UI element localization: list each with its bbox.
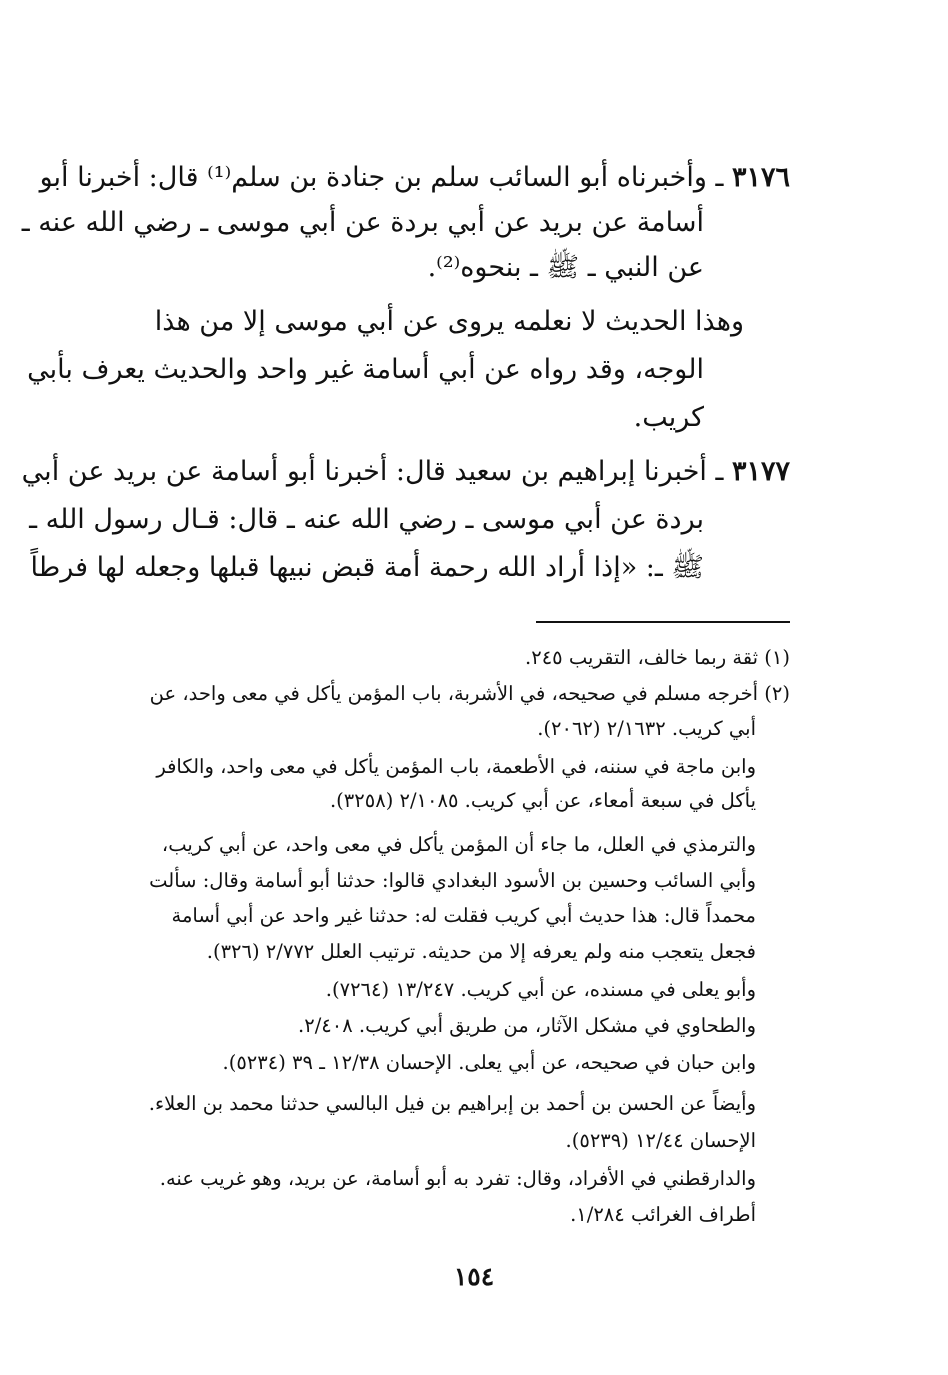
footnote-2-line: يأكل في سبعة أمعاء، عن أبي كريب. ٢/١٠٨٥ (٣٢٥٨). bbox=[329, 789, 756, 812]
footnote-2-line: أبي كريب. ٢/١٦٣٢ (٢٠٦٢). bbox=[537, 717, 756, 740]
footnote-2-line: (٢) أخرجه مسلم في صحيحه، في الأشربة، باب المؤمن يأكل في معى واحد، عن bbox=[149, 682, 790, 705]
footnote-2-line: والطحاوي في مشكل الآثار، من طريق أبي كريب. ٢/٤٠٨. bbox=[298, 1014, 756, 1037]
footnote-separator bbox=[536, 621, 790, 623]
footnote-2-line: وابن ماجة في سننه، في الأطعمة، باب المؤمن يأكل في معى واحد، والكافر bbox=[156, 755, 756, 778]
footnote-2-line: وأبو يعلى في مسنده، عن أبي كريب. ١٣/٢٤٧ (٧٢٦٤). bbox=[325, 978, 756, 1001]
footnote-2-line: وابن حبان في صحيحه، عن أبي يعلى. الإحسان ١٢/٣٨ ـ ٣٩ (٥٢٣٤). bbox=[222, 1051, 756, 1074]
footnote-2-line: والدارقطني في الأفراد، وقال: تفرد به أبو أسامة، عن بريد، وهو غريب عنه. bbox=[159, 1167, 756, 1190]
hadith-number-3176: ٣١٧٦ bbox=[731, 162, 790, 193]
footnote-2-line: والترمذي في العلل، ما جاء أن المؤمن يأكل في معى واحد، عن أبي كريب، bbox=[161, 833, 756, 856]
hadith-number-3177: ٣١٧٧ bbox=[731, 456, 790, 487]
footnote-1: (١) ثقة ربما خالف، التقريب ٢٤٥. bbox=[525, 646, 790, 669]
footnote-2-line: أطراف الغرائب ١/٢٨٤. bbox=[570, 1203, 756, 1226]
hadith-3176-line-1: ٣١٧٦ ـ وأخبرناه أبو السائب سلم بن جنادة بن سلم⁽¹⁾ قال: أخبرنا أبو bbox=[39, 162, 790, 193]
hadith-3176-line-2: أسامة عن بريد عن أبي بردة عن أبي موسى ـ رضي الله عنه ـ bbox=[21, 207, 704, 238]
commentary-line-2: الوجه، وقد رواه عن أبي أسامة غير واحد والحديث يعرف بأبي bbox=[27, 354, 704, 385]
footnote-2-line: وأيضاً عن الحسن بن أحمد بن إبراهيم بن فيل البالسي حدثنا محمد بن العلاء. bbox=[148, 1092, 756, 1115]
footnote-2-line: الإحسان ١٢/٤٤ (٥٢٣٩). bbox=[565, 1129, 756, 1152]
hadith-3177-line-2: بردة عن أبي موسى ـ رضي الله عنه ـ قال: قـال رسول الله ـ bbox=[29, 504, 704, 535]
footnote-2-line: محمداً قال: هذا حديث أبي كريب فقلت له: حدثنا غير واحد عن أبي أسامة bbox=[171, 904, 756, 927]
hadith-3176-line-3: عن النبي ـ ﷺ ـ بنحوه⁽²⁾. bbox=[427, 252, 704, 283]
commentary-line-3: كريب. bbox=[633, 402, 704, 433]
commentary-line-1: وهذا الحديث لا نعلمه يروى عن أبي موسى إلا من هذا bbox=[154, 306, 744, 337]
page-number: ١٥٤ bbox=[453, 1262, 495, 1291]
footnote-2-line: فجعل يتعجب منه ولم يعرفه إلا من حديثه. ترتيب العلل ٢/٧٧٢ (٣٢٦). bbox=[206, 940, 756, 963]
footnote-2-line: وأبي السائب وحسين بن الأسود البغدادي قالوا: حدثنا أبو أسامة وقال: سألت bbox=[149, 869, 756, 892]
hadith-3177-line-3: ﷺ ـ: «إذا أراد الله رحمة أمة قبض نبيها قبلها وجعله لها فرطاً bbox=[30, 552, 704, 583]
hadith-3177-line-1: ٣١٧٧ ـ أخبرنا إبراهيم بن سعيد قال: أخبرنا أبو أسامة عن بريد عن أبي bbox=[21, 456, 790, 487]
